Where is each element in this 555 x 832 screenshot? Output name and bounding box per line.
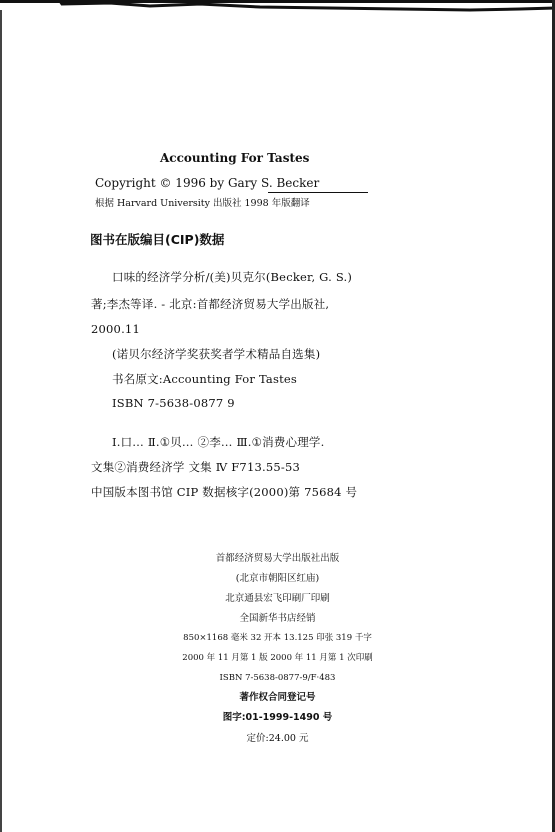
copyright-author: Gary S. Becker <box>227 176 320 190</box>
imprint-isbn: ISBN 7-5638-0877-9/F·483 <box>219 673 336 683</box>
cip-line-4: (诺贝尔经济学奖获奖者学术精品自选集) <box>112 347 321 361</box>
scan-edge-top <box>0 0 555 12</box>
cip-line-7: Ⅰ.口… Ⅱ.①贝… ②李… Ⅲ.①消费心理学. <box>112 435 325 449</box>
imprint-reg-number: 图字:01-1999-1490 号 <box>222 712 333 723</box>
cip-line-8: 文集②消费经济学 文集 Ⅳ F713.55-53 <box>91 460 300 474</box>
author-underline <box>268 192 368 193</box>
imprint-price: 定价:24.00 元 <box>246 733 309 744</box>
cip-heading: 图书在版编目(CIP)数据 <box>90 232 225 247</box>
imprint-registration: 著作权合同登记号 <box>239 692 316 703</box>
imprint-publisher: 首都经济贸易大学出版社出版 <box>215 553 340 564</box>
cip-line-6: ISBN 7-5638-0877 9 <box>112 396 235 410</box>
cip-line-1: 口味的经济学分析/(美)贝克尔(Becker, G. S.) <box>112 270 353 284</box>
imprint-distributor: 全国新华书店经销 <box>239 613 316 624</box>
cip-line-2: 著;李杰等译. - 北京:首都经济贸易大学出版社, <box>91 297 330 311</box>
imprint-printer: 北京通县宏飞印刷厂印刷 <box>225 593 330 604</box>
imprint-address: (北京市朝阳区红庙) <box>235 573 320 584</box>
imprint-edition: 2000 年 11 月第 1 版 2000 年 11 月第 1 次印刷 <box>182 653 373 663</box>
scan-edge-left <box>0 10 2 832</box>
book-title: Accounting For Tastes <box>160 151 310 165</box>
copyright-prefix: Copyright © 1996 by <box>95 176 225 190</box>
copyright-line <box>95 177 319 189</box>
cip-line-5: 书名原文:Accounting For Tastes <box>112 372 298 386</box>
license-line: 根据 Harvard University 出版社 1998 年版翻译 <box>95 198 310 209</box>
cip-line-3: 2000.11 <box>91 322 140 336</box>
cip-line-9: 中国版本图书馆 CIP 数据核字(2000)第 75684 号 <box>91 485 358 499</box>
imprint-specs: 850×1168 毫米 32 开本 13.125 印张 319 千字 <box>183 633 372 643</box>
